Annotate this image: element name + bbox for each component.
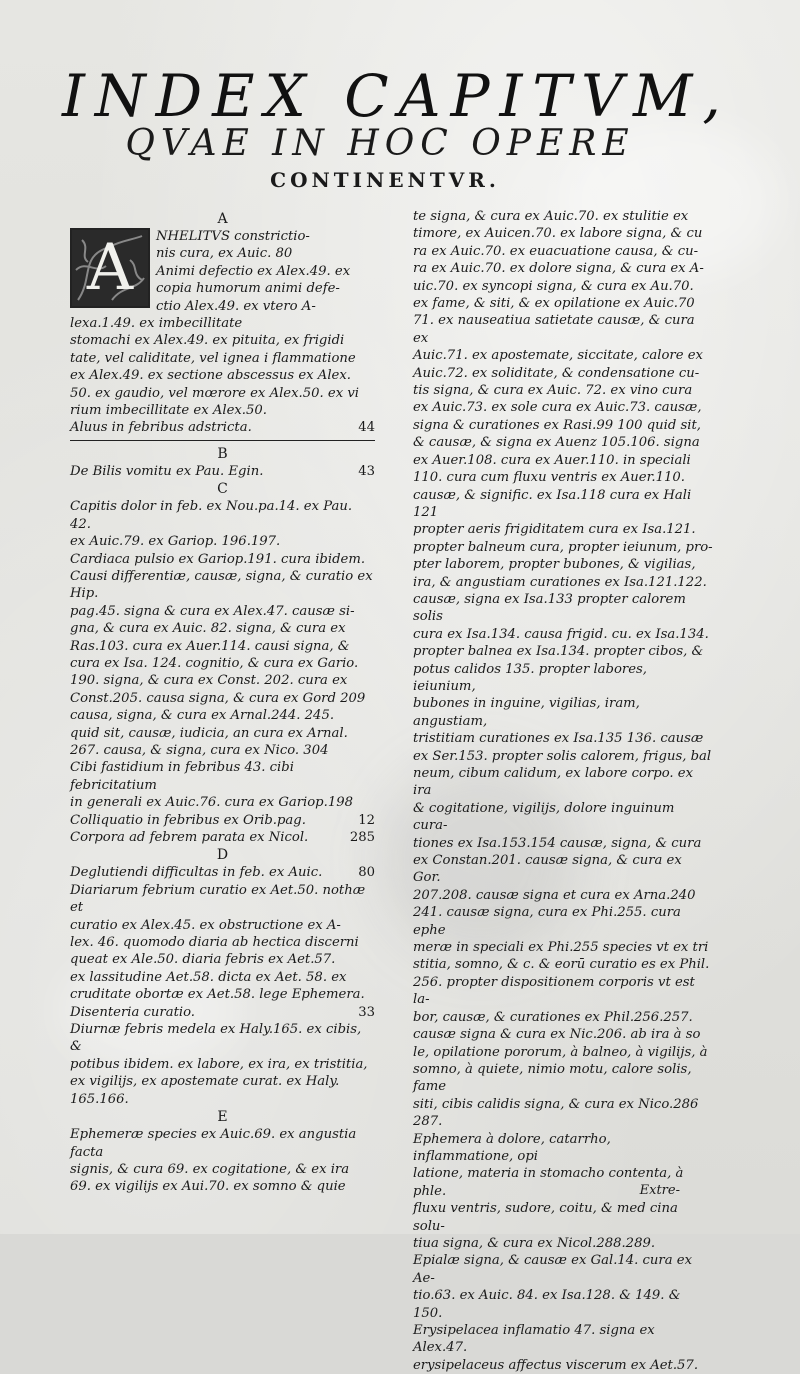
entry-line: Ras.103. cura ex Auer.114. causi signa, & — [70, 638, 350, 654]
index-subtitle: QVAE IN HOC OPERE — [125, 123, 635, 164]
entry-line: propter balnea ex Isa.134. propter cibos, & — [413, 644, 704, 660]
entry-line: ctio Alex.49. ex vtero A- — [156, 298, 316, 314]
entry-line: causæ signa & cura ex Nic.206. ab ira à so — [413, 1027, 701, 1043]
section-letter: B — [217, 445, 228, 462]
entry-line: Cardiaca pulsio ex Gariop.191. cura ibidem. — [70, 551, 366, 567]
entry-text: Corpora ad febrem parata ex Nicol. — [70, 830, 309, 845]
right-column — [413, 208, 713, 1374]
entry-line: & cogitatione, vigilijs, dolore inguinum cura- — [413, 800, 675, 834]
entry-line: cruditate obortæ ex Aet.58. lege Ephemera. — [70, 987, 365, 1003]
entry-line: signa & curationes ex Rasi.99 100 quid sit, — [413, 417, 701, 433]
entry-line: tiones ex Isa.153.154 causæ, signa, & cura — [413, 835, 702, 851]
entry-text: Deglutiendi difficultas in feb. ex Auic. — [70, 865, 323, 881]
entry-line: tate, vel caliditate, vel ignea i flammatione — [70, 350, 356, 366]
entry-line: 150. — [413, 1305, 443, 1321]
entry-line: ex fame, & siti, & ex opilatione ex Auic.70 — [413, 296, 695, 312]
entry-line: causa, signa, & cura ex Arnal.244. 245. — [70, 708, 335, 724]
entry-line: meræ in speciali ex Phi.255 species vt ex tri — [413, 940, 709, 956]
entry-line: fluxu ventris, sudore, coitu, & med cina solu- — [413, 1201, 678, 1234]
entry-line: in generali ex Auic.76. cura ex Gariop.198 — [70, 795, 353, 811]
entry-line: tis signa, & cura ex Auic. 72. ex vino cura — [413, 383, 693, 399]
entry-line: pag.45. signa & cura ex Alex.47. causæ si- — [70, 603, 355, 619]
entry-line: pter laborem, propter bubones, & vigilias, — [413, 557, 696, 573]
entry-line: ex Auic.73. ex sole cura ex Auic.73. causæ, — [413, 400, 702, 416]
entry-page-ref: 12 — [358, 812, 375, 828]
entry-line: ex vigilijs, ex apostemate curat. ex Haly. — [70, 1074, 340, 1090]
entry-line: Causi differentiæ, causæ, signa, & curatio ex Hip. — [70, 568, 373, 602]
entry-line: 207.208. causæ signa et cura ex Arna.240 — [413, 887, 696, 903]
entry-page-ref: 80 — [358, 865, 375, 881]
entry-line: cura ex Isa. 124. cognitio, & cura ex Gario. — [70, 655, 359, 671]
entry-line: Ephemera à dolore, catarrho, inflammatione, opi — [413, 1131, 611, 1164]
entry-line: ex Auer.108. cura ex Auer.110. in speciali — [413, 452, 691, 468]
entry-line: stitia, somno, & c. & eorū curatio es ex Phil. — [413, 957, 710, 973]
entry-line: 287. — [413, 1114, 443, 1130]
entry-line: Ephemeræ species ex Auic.69. ex angustia facta — [70, 1127, 357, 1160]
decorated-initial — [70, 228, 150, 308]
entry-line: potus calidos 135. propter labores, ieiunium, — [413, 661, 647, 694]
entry-line: 71. ex nauseatiua satietate causæ, & cura ex — [413, 313, 695, 346]
entry-line: signis, & cura 69. ex cogitatione, & ex ira — [70, 1161, 350, 1177]
entry-line: lexa.1.49. ex imbecillitate — [70, 316, 243, 332]
entry-line: uic.70. ex syncopi signa, & cura ex Au.70. — [413, 278, 694, 294]
entry-line: siti, cibis calidis signa, & cura ex Nico.286 — [413, 1096, 699, 1112]
entry-line: 190. signa, & cura ex Const. 202. cura ex — [70, 673, 348, 689]
entry-line: 267. causa, & signa, cura ex Nico. 304 — [70, 742, 329, 758]
index-entry — [70, 812, 375, 829]
section-letter: E — [217, 1109, 228, 1126]
entry-line: gna, & cura ex Auic. 82. signa, & cura ex — [70, 621, 346, 637]
section-rule — [70, 440, 375, 441]
entry-line: te signa, & cura ex Auic.70. ex stulitie ex — [413, 209, 689, 224]
index-entry — [70, 419, 375, 436]
entry-line: 256. propter dispositionem corporis vt est la- — [413, 974, 695, 1008]
entry-line: 241. causæ signa, cura ex Phi.255. cura ephe — [413, 905, 681, 938]
index-entry — [70, 864, 375, 881]
initial-letter: A — [86, 231, 134, 305]
entry-line: tristitiam curationes ex Isa.135 136. causæ — [413, 731, 704, 747]
entry-page-ref: 33 — [358, 1004, 375, 1020]
entry-line: cura ex Isa.134. causa frigid. cu. ex Isa.134. — [413, 626, 709, 642]
entry-line: rium imbecillitate ex Alex.50. — [70, 403, 267, 419]
entry-line: somno, à quiete, nimio motu, calore solis, fame — [413, 1061, 692, 1095]
entry-line: 110. cura cum fluxu ventris ex Auer.110. — [413, 470, 685, 486]
entry-line: Erysipelacea inflamatio 47. signa ex Alex.47. — [413, 1323, 655, 1356]
entry-line: ra ex Auic.70. ex euacuatione causa, & cu- — [413, 243, 699, 259]
index-subtitle-2: CONTINENTVR. — [270, 168, 500, 192]
entry-line: Diurnæ febris medela ex Haly.165. ex cibis, & — [70, 1022, 362, 1055]
index-title: INDEX CAPITVM, — [62, 62, 731, 130]
entry-line: 69. ex vigilijs ex Aui.70. ex somno & quie — [70, 1179, 346, 1195]
entry-line: ex Alex.49. ex sectione abscessus ex Alex. — [70, 368, 351, 384]
entry-line: queat ex Ale.50. diaria febris ex Aet.57. — [70, 952, 336, 968]
entry-line: causæ, signa ex Isa.133 propter calorem solis — [413, 591, 686, 625]
entry-line: potibus ibidem. ex labore, ex ira, ex tristitia, — [70, 1056, 368, 1072]
entry-line: Auic.71. ex apostemate, siccitate, calore ex — [413, 348, 703, 364]
entry-line: bor, causæ, & curationes ex Phil.256.257. — [413, 1009, 693, 1025]
entry-line: ex Ser.153. propter solis calorem, frigus, bal — [413, 748, 712, 764]
entry-line: copia humorum animi defe- — [156, 281, 340, 297]
section-letter: A — [217, 211, 228, 227]
entry-line: NHELITVS constrictio- — [156, 229, 310, 244]
entry-line: Cibi fastidium in febribus 43. cibi febricitatium — [70, 760, 294, 793]
entry-line: quid sit, causæ, iudicia, an cura ex Arnal. — [70, 725, 348, 741]
entry-line: le, opilatione pororum, à balneo, à vigilijs, à — [413, 1044, 708, 1060]
entry-line: stomachi ex Alex.49. ex pituita, ex frigidi — [70, 333, 345, 349]
entry-line: 165.166. — [70, 1091, 129, 1107]
entry-line: curatio ex Alex.45. ex obstructione ex A- — [70, 917, 341, 933]
entry-line: & causæ, & signa ex Auenz 105.106. signa — [413, 435, 700, 451]
entry-line: tio.63. ex Auic. 84. ex Isa.128. & 149. & — [413, 1288, 681, 1304]
left-column — [70, 210, 375, 1196]
entry-text: Aluus in febribus adstricta. — [70, 420, 252, 436]
entry-text: De Bilis vomitu ex Pau. Egin. — [70, 463, 264, 479]
entry-page-ref: 44 — [358, 420, 375, 436]
index-entry — [70, 463, 375, 480]
index-entry — [70, 829, 375, 846]
entry-page-ref: 285 — [349, 830, 375, 845]
entry-line: ex Auic.79. ex Gariop. 196.197. — [70, 534, 281, 550]
dropcap-entry — [70, 228, 375, 332]
section-letter: D — [216, 847, 229, 864]
entry-line: tiua signa, & cura ex Nicol.288.289. — [413, 1235, 656, 1251]
entry-line: propter aeris frigiditatem cura ex Isa.121. — [413, 522, 696, 538]
section-letter: C — [217, 481, 228, 498]
entry-line: Const.205. causa signa, & cura ex Gord 209 — [70, 690, 366, 706]
entry-line: ex Constan.201. causæ signa, & cura ex Gor. — [413, 853, 682, 886]
entry-line: latione, materia in stomacho contenta, à phle. — [413, 1166, 684, 1199]
entry-line: erysipelaceus affectus viscerum ex Aet.57. — [413, 1357, 699, 1373]
entry-line: neum, cibum calidum, ex labore corpo. ex ira — [413, 766, 694, 799]
entry-line: Auic.72. ex soliditate, & condensatione cu- — [413, 365, 700, 381]
entry-line: Epialæ signa, & causæ ex Gal.14. cura ex Ae- — [413, 1253, 693, 1286]
entry-line: 50. ex gaudio, vel mœrore ex Alex.50. ex vi — [70, 385, 360, 401]
entry-text: Disenteria curatio. — [70, 1004, 195, 1020]
entry-line: timore, ex Auicen.70. ex labore signa, & cu — [413, 226, 703, 242]
entry-line: ex lassitudine Aet.58. dicta ex Aet. 58. ex — [70, 969, 347, 985]
entry-line: bubones in inguine, vigilias, iram, angustiam, — [413, 696, 640, 729]
index-entry — [70, 1004, 375, 1021]
entry-page-ref: 43 — [358, 463, 375, 479]
entry-line: ira, & angustiam curationes ex Isa.121.122. — [413, 574, 707, 590]
entry-line: nis cura, ex Auic. 80 — [156, 246, 293, 262]
entry-text: Colliquatio in febribus ex Orib.pag. — [70, 812, 306, 828]
entry-line: Capitis dolor in feb. ex Nou.pa.14. ex Pau. 42. — [70, 499, 353, 532]
entry-line: lex. 46. quomodo diaria ab hectica discerni — [70, 935, 359, 951]
entry-line: propter balneum cura, propter ieiunum, pro- — [413, 539, 713, 555]
entry-line: Animi defectio ex Alex.49. ex — [156, 263, 351, 279]
entry-line: Diariarum febrium curatio ex Aet.50. nothæ et — [70, 882, 366, 916]
entry-line: ra ex Auic.70. ex dolore signa, & cura ex A- — [413, 261, 704, 277]
entry-line: causæ, & signific. ex Isa.118 cura ex Hali 121 — [413, 487, 692, 520]
catchword: Extre- — [639, 1183, 680, 1198]
